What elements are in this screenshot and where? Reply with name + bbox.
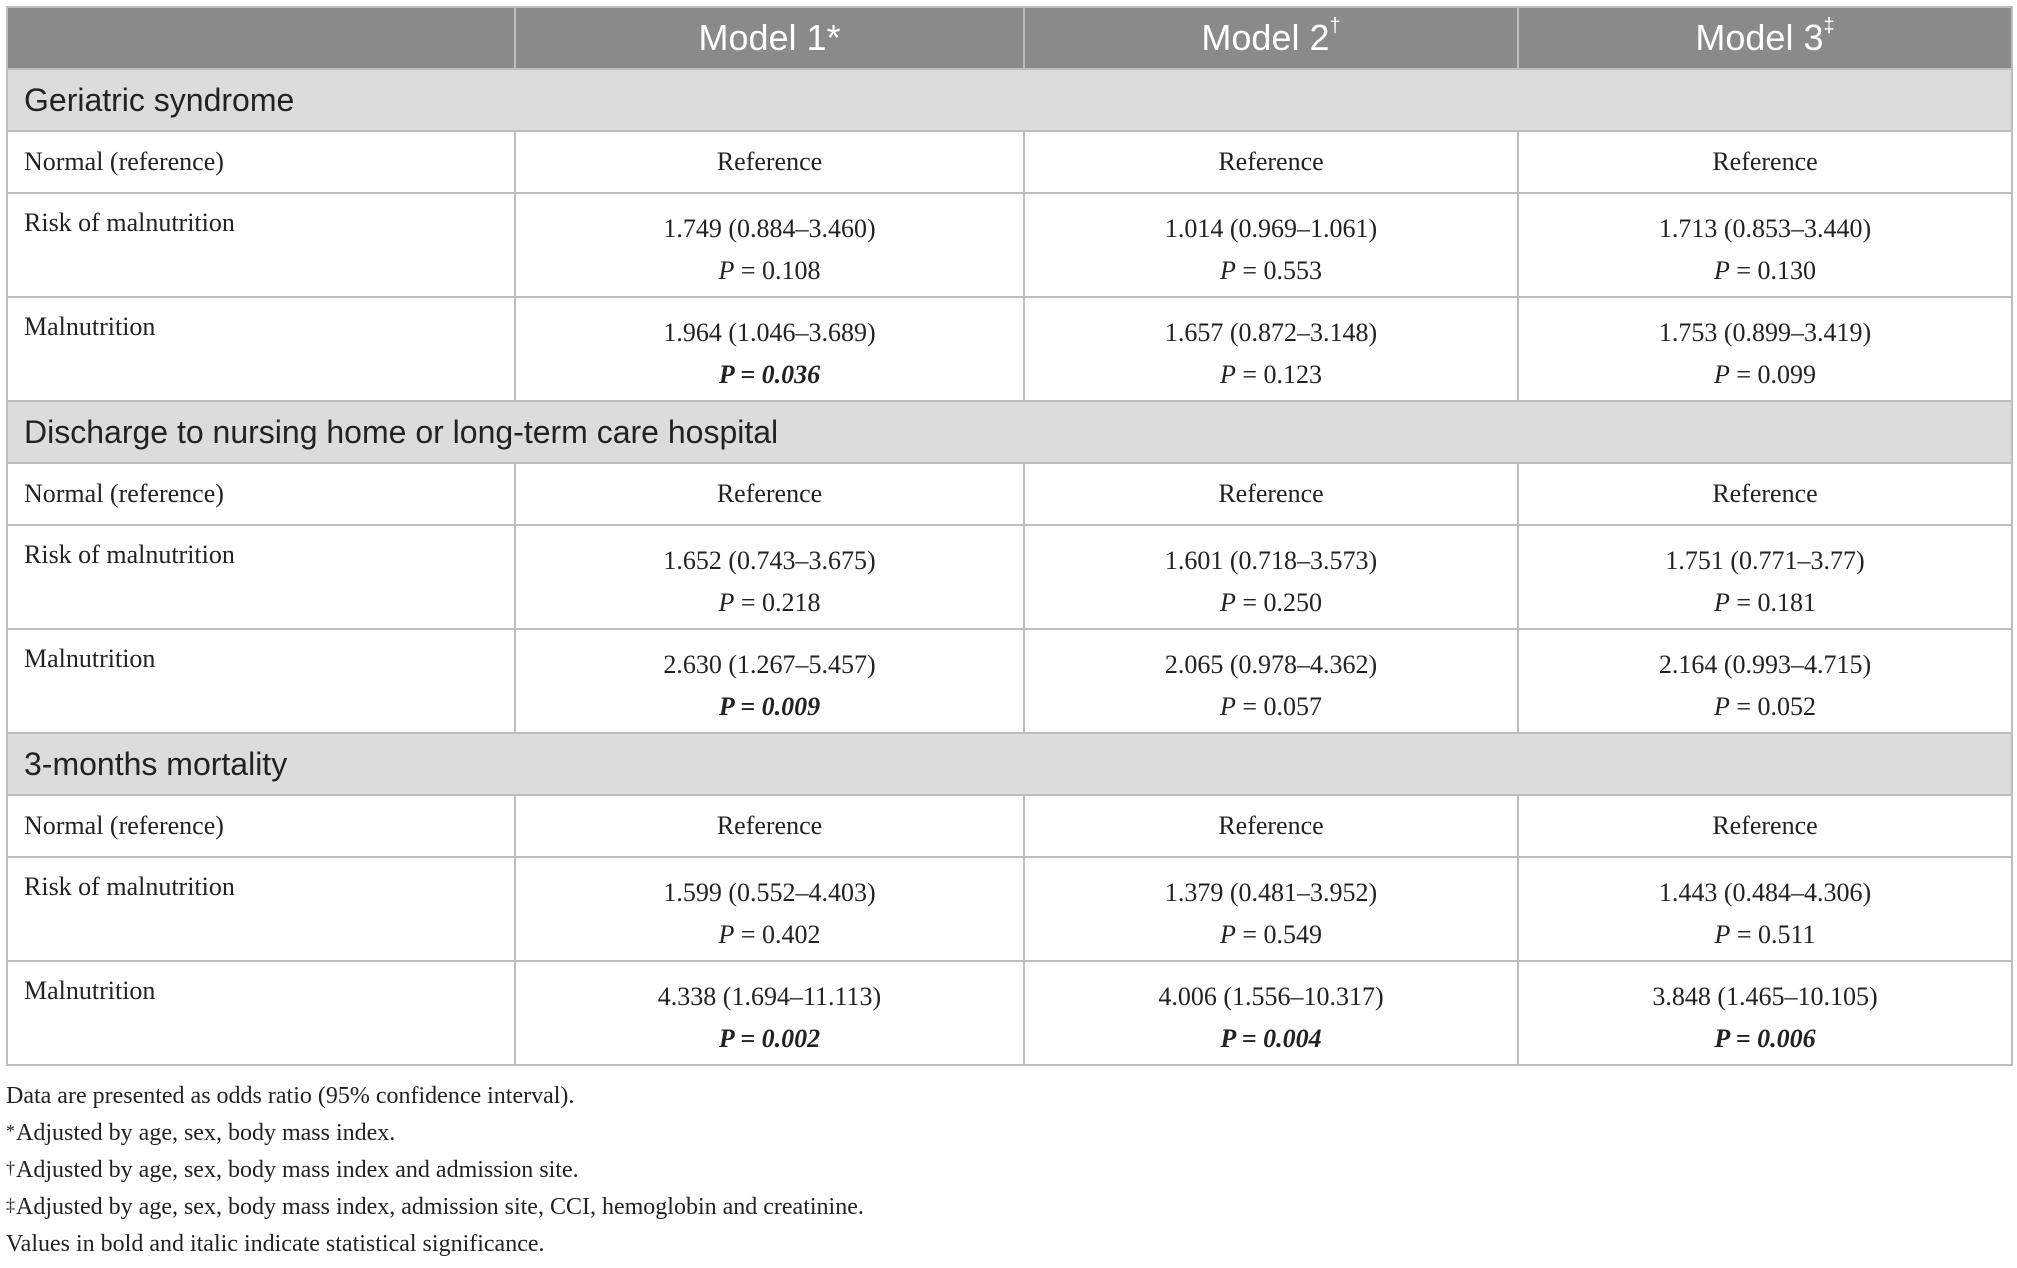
p-number: 0.511 [1758, 920, 1816, 949]
p-number: 0.002 [761, 1024, 821, 1053]
section-header-row [7, 401, 2012, 463]
footnote-model-2-mark: † [6, 1158, 15, 1178]
table-cell [515, 961, 1024, 1065]
footnote-model-1 [6, 1115, 2011, 1152]
header-model-2 [1024, 7, 1518, 69]
table-row [7, 961, 2012, 1065]
p-number: 0.004 [1263, 1024, 1322, 1053]
p-equals: = [733, 360, 762, 389]
section-header-row [7, 733, 2012, 795]
header-model-2-label: Model 2 [1201, 17, 1330, 58]
p-symbol: P [1219, 360, 1236, 389]
p-value [1519, 582, 2011, 624]
p-symbol: P [1220, 1024, 1236, 1053]
odds-ratio-value: Reference [716, 479, 823, 508]
table-cell [1024, 297, 1518, 401]
odds-ratio-value: 1.443 (0.484–4.306) [1658, 878, 1872, 907]
p-number: 0.402 [762, 920, 821, 949]
table-cell [515, 131, 1024, 193]
p-value [516, 582, 1023, 624]
table-cell [1518, 193, 2012, 297]
odds-ratio-value: 1.599 (0.552–4.403) [663, 878, 876, 907]
footnote-data: Data are presented as odds ratio (95% confidence interval). [6, 1083, 575, 1109]
p-value [1519, 250, 2011, 292]
table-cell [1518, 857, 2012, 961]
table-cell [1518, 297, 2012, 401]
table-cell [1518, 131, 2012, 193]
p-symbol: P [718, 692, 734, 721]
footnote-model-2-text: Adjusted by age, sex, body mass index and admission site. [16, 1157, 579, 1183]
table-cell [1024, 857, 1518, 961]
odds-ratio-value: 2.065 (0.978–4.362) [1164, 650, 1378, 679]
p-value-significant [516, 686, 1023, 728]
header-blank-cell [7, 7, 515, 69]
footnote-model-3 [6, 1189, 2011, 1226]
odds-ratio-value: 1.657 (0.872–3.148) [1164, 318, 1378, 347]
odds-ratio-value: 1.652 (0.743–3.675) [663, 546, 876, 575]
table-row [7, 795, 2012, 857]
p-equals: = [1235, 692, 1264, 721]
row-label: Risk of malnutrition [7, 857, 515, 961]
odds-ratio-value: 4.006 (1.556–10.317) [1158, 982, 1384, 1011]
row-label: Risk of malnutrition [7, 525, 515, 629]
p-value-significant [1025, 1018, 1517, 1060]
footnote-model-3-text: Adjusted by age, sex, body mass index, admission site, CCI, hemoglobin and creatinine. [16, 1194, 864, 1220]
row-label: Risk of malnutrition [7, 193, 515, 297]
table-cell [515, 463, 1024, 525]
p-value [516, 250, 1023, 292]
p-symbol: P [1713, 360, 1730, 389]
p-equals: = [734, 256, 763, 285]
results-table-container [6, 6, 2011, 1263]
p-value [1025, 354, 1517, 396]
p-equals: = [1235, 256, 1264, 285]
table-cell [515, 857, 1024, 961]
odds-ratio-value: 1.749 (0.884–3.460) [663, 214, 876, 243]
table-cell [1024, 525, 1518, 629]
p-value-significant [516, 1018, 1023, 1060]
odds-ratio-value: Reference [1218, 811, 1324, 840]
p-number: 0.009 [761, 692, 821, 721]
table-cell [515, 297, 1024, 401]
p-value-significant [516, 354, 1023, 396]
p-equals: = [734, 588, 763, 617]
odds-ratio-value: 4.338 (1.694–11.113) [657, 982, 882, 1011]
p-symbol: P [1713, 692, 1730, 721]
table-cell [1024, 629, 1518, 733]
p-symbol: P [718, 256, 735, 285]
table-row [7, 629, 2012, 733]
p-number: 0.218 [762, 588, 821, 617]
header-model-3 [1518, 7, 2012, 69]
footnote-model-1-mark: * [6, 1121, 15, 1141]
p-equals: = [733, 1024, 762, 1053]
p-number: 0.036 [761, 360, 821, 389]
table-cell [1518, 629, 2012, 733]
odds-ratio-value: 1.379 (0.481–3.952) [1164, 878, 1378, 907]
p-number: 0.057 [1263, 692, 1323, 721]
header-model-1-label: Model 1 [698, 17, 827, 58]
header-model-1-mark: * [826, 17, 841, 58]
p-symbol: P [1219, 256, 1236, 285]
p-symbol: P [718, 920, 735, 949]
table-cell [1024, 463, 1518, 525]
odds-ratio-value: Reference [716, 147, 823, 176]
header-model-3-mark: ‡ [1823, 15, 1835, 37]
p-equals: = [733, 692, 762, 721]
p-equals: = [1729, 1024, 1758, 1053]
p-symbol: P [718, 360, 734, 389]
row-label: Normal (reference) [7, 131, 515, 193]
p-value [1025, 686, 1517, 728]
odds-ratio-table [6, 6, 2013, 1066]
footnote-model-3-mark: ‡ [6, 1195, 15, 1215]
odds-ratio-value: 1.751 (0.771–3.77) [1665, 546, 1865, 575]
table-cell [1024, 193, 1518, 297]
p-equals: = [734, 920, 763, 949]
odds-ratio-value: 2.630 (1.267–5.457) [663, 650, 876, 679]
table-row [7, 131, 2012, 193]
p-equals: = [1729, 256, 1758, 285]
p-number: 0.123 [1263, 360, 1323, 389]
p-value [1519, 354, 2011, 396]
odds-ratio-value: 3.848 (1.465–10.105) [1652, 982, 1878, 1011]
p-number: 0.130 [1757, 256, 1817, 285]
odds-ratio-value: 2.164 (0.993–4.715) [1658, 650, 1872, 679]
footnote-model-1-text: Adjusted by age, sex, body mass index. [16, 1120, 396, 1146]
section-title: Geriatric syndrome [7, 69, 2012, 131]
table-row [7, 463, 2012, 525]
odds-ratio-value: Reference [1218, 479, 1324, 508]
table-cell [1024, 131, 1518, 193]
p-symbol: P [1219, 692, 1236, 721]
row-label: Malnutrition [7, 629, 515, 733]
p-symbol: P [718, 588, 735, 617]
section-header-row [7, 69, 2012, 131]
odds-ratio-value: Reference [1218, 147, 1324, 176]
p-number: 0.553 [1263, 256, 1323, 285]
p-number: 0.108 [762, 256, 821, 285]
header-model-1 [515, 7, 1024, 69]
table-cell [1024, 795, 1518, 857]
table-cell [1518, 525, 2012, 629]
p-symbol: P [1714, 1024, 1730, 1053]
odds-ratio-value: 1.601 (0.718–3.573) [1164, 546, 1378, 575]
p-symbol: P [1219, 920, 1236, 949]
p-symbol: P [1219, 588, 1236, 617]
odds-ratio-value: 1.014 (0.969–1.061) [1164, 214, 1378, 243]
p-symbol: P [1714, 920, 1731, 949]
p-number: 0.250 [1263, 588, 1323, 617]
odds-ratio-value: 1.753 (0.899–3.419) [1658, 318, 1872, 347]
table-row [7, 193, 2012, 297]
footnote-significance: Values in bold and italic indicate statistical significance. [6, 1231, 545, 1257]
header-model-2-mark: † [1329, 15, 1341, 37]
p-equals: = [1235, 360, 1264, 389]
p-value [516, 914, 1023, 956]
odds-ratio-value: 1.964 (1.046–3.689) [663, 318, 876, 347]
table-row [7, 857, 2012, 961]
p-number: 0.181 [1757, 588, 1817, 617]
p-number: 0.549 [1263, 920, 1323, 949]
p-equals: = [1235, 1024, 1264, 1053]
p-symbol: P [1713, 588, 1730, 617]
p-value [1025, 250, 1517, 292]
table-cell [1518, 961, 2012, 1065]
table-row [7, 297, 2012, 401]
p-symbol: P [718, 1024, 734, 1053]
header-model-3-label: Model 3 [1695, 17, 1824, 58]
table-cell [515, 629, 1024, 733]
odds-ratio-value: Reference [716, 811, 823, 840]
row-label: Normal (reference) [7, 795, 515, 857]
section-title: Discharge to nursing home or long-term care hospital [7, 401, 2012, 463]
p-equals: = [1729, 360, 1758, 389]
row-label: Malnutrition [7, 297, 515, 401]
odds-ratio-value: 1.713 (0.853–3.440) [1658, 214, 1872, 243]
p-number: 0.006 [1757, 1024, 1816, 1053]
row-label: Normal (reference) [7, 463, 515, 525]
p-value-significant [1519, 1018, 2011, 1060]
table-row [7, 525, 2012, 629]
p-equals: = [1730, 920, 1758, 949]
footnote-model-2 [6, 1152, 2011, 1189]
table-cell [515, 525, 1024, 629]
section-title: 3-months mortality [7, 733, 2012, 795]
odds-ratio-value: Reference [1712, 811, 1818, 840]
p-equals: = [1729, 588, 1758, 617]
header-row [7, 7, 2012, 69]
p-number: 0.099 [1757, 360, 1817, 389]
p-number: 0.052 [1757, 692, 1817, 721]
p-equals: = [1235, 920, 1264, 949]
p-value [1519, 914, 2011, 956]
table-cell [1024, 961, 1518, 1065]
odds-ratio-value: Reference [1712, 147, 1818, 176]
p-symbol: P [1713, 256, 1730, 285]
odds-ratio-value: Reference [1712, 479, 1818, 508]
table-cell [1518, 795, 2012, 857]
row-label: Malnutrition [7, 961, 515, 1065]
p-value [1025, 582, 1517, 624]
table-cell [1518, 463, 2012, 525]
p-equals: = [1235, 588, 1264, 617]
table-footnotes [6, 1078, 2011, 1263]
table-cell [515, 795, 1024, 857]
p-value [1025, 914, 1517, 956]
p-equals: = [1729, 692, 1758, 721]
table-body [7, 69, 2012, 1065]
table-cell [515, 193, 1024, 297]
p-value [1519, 686, 2011, 728]
